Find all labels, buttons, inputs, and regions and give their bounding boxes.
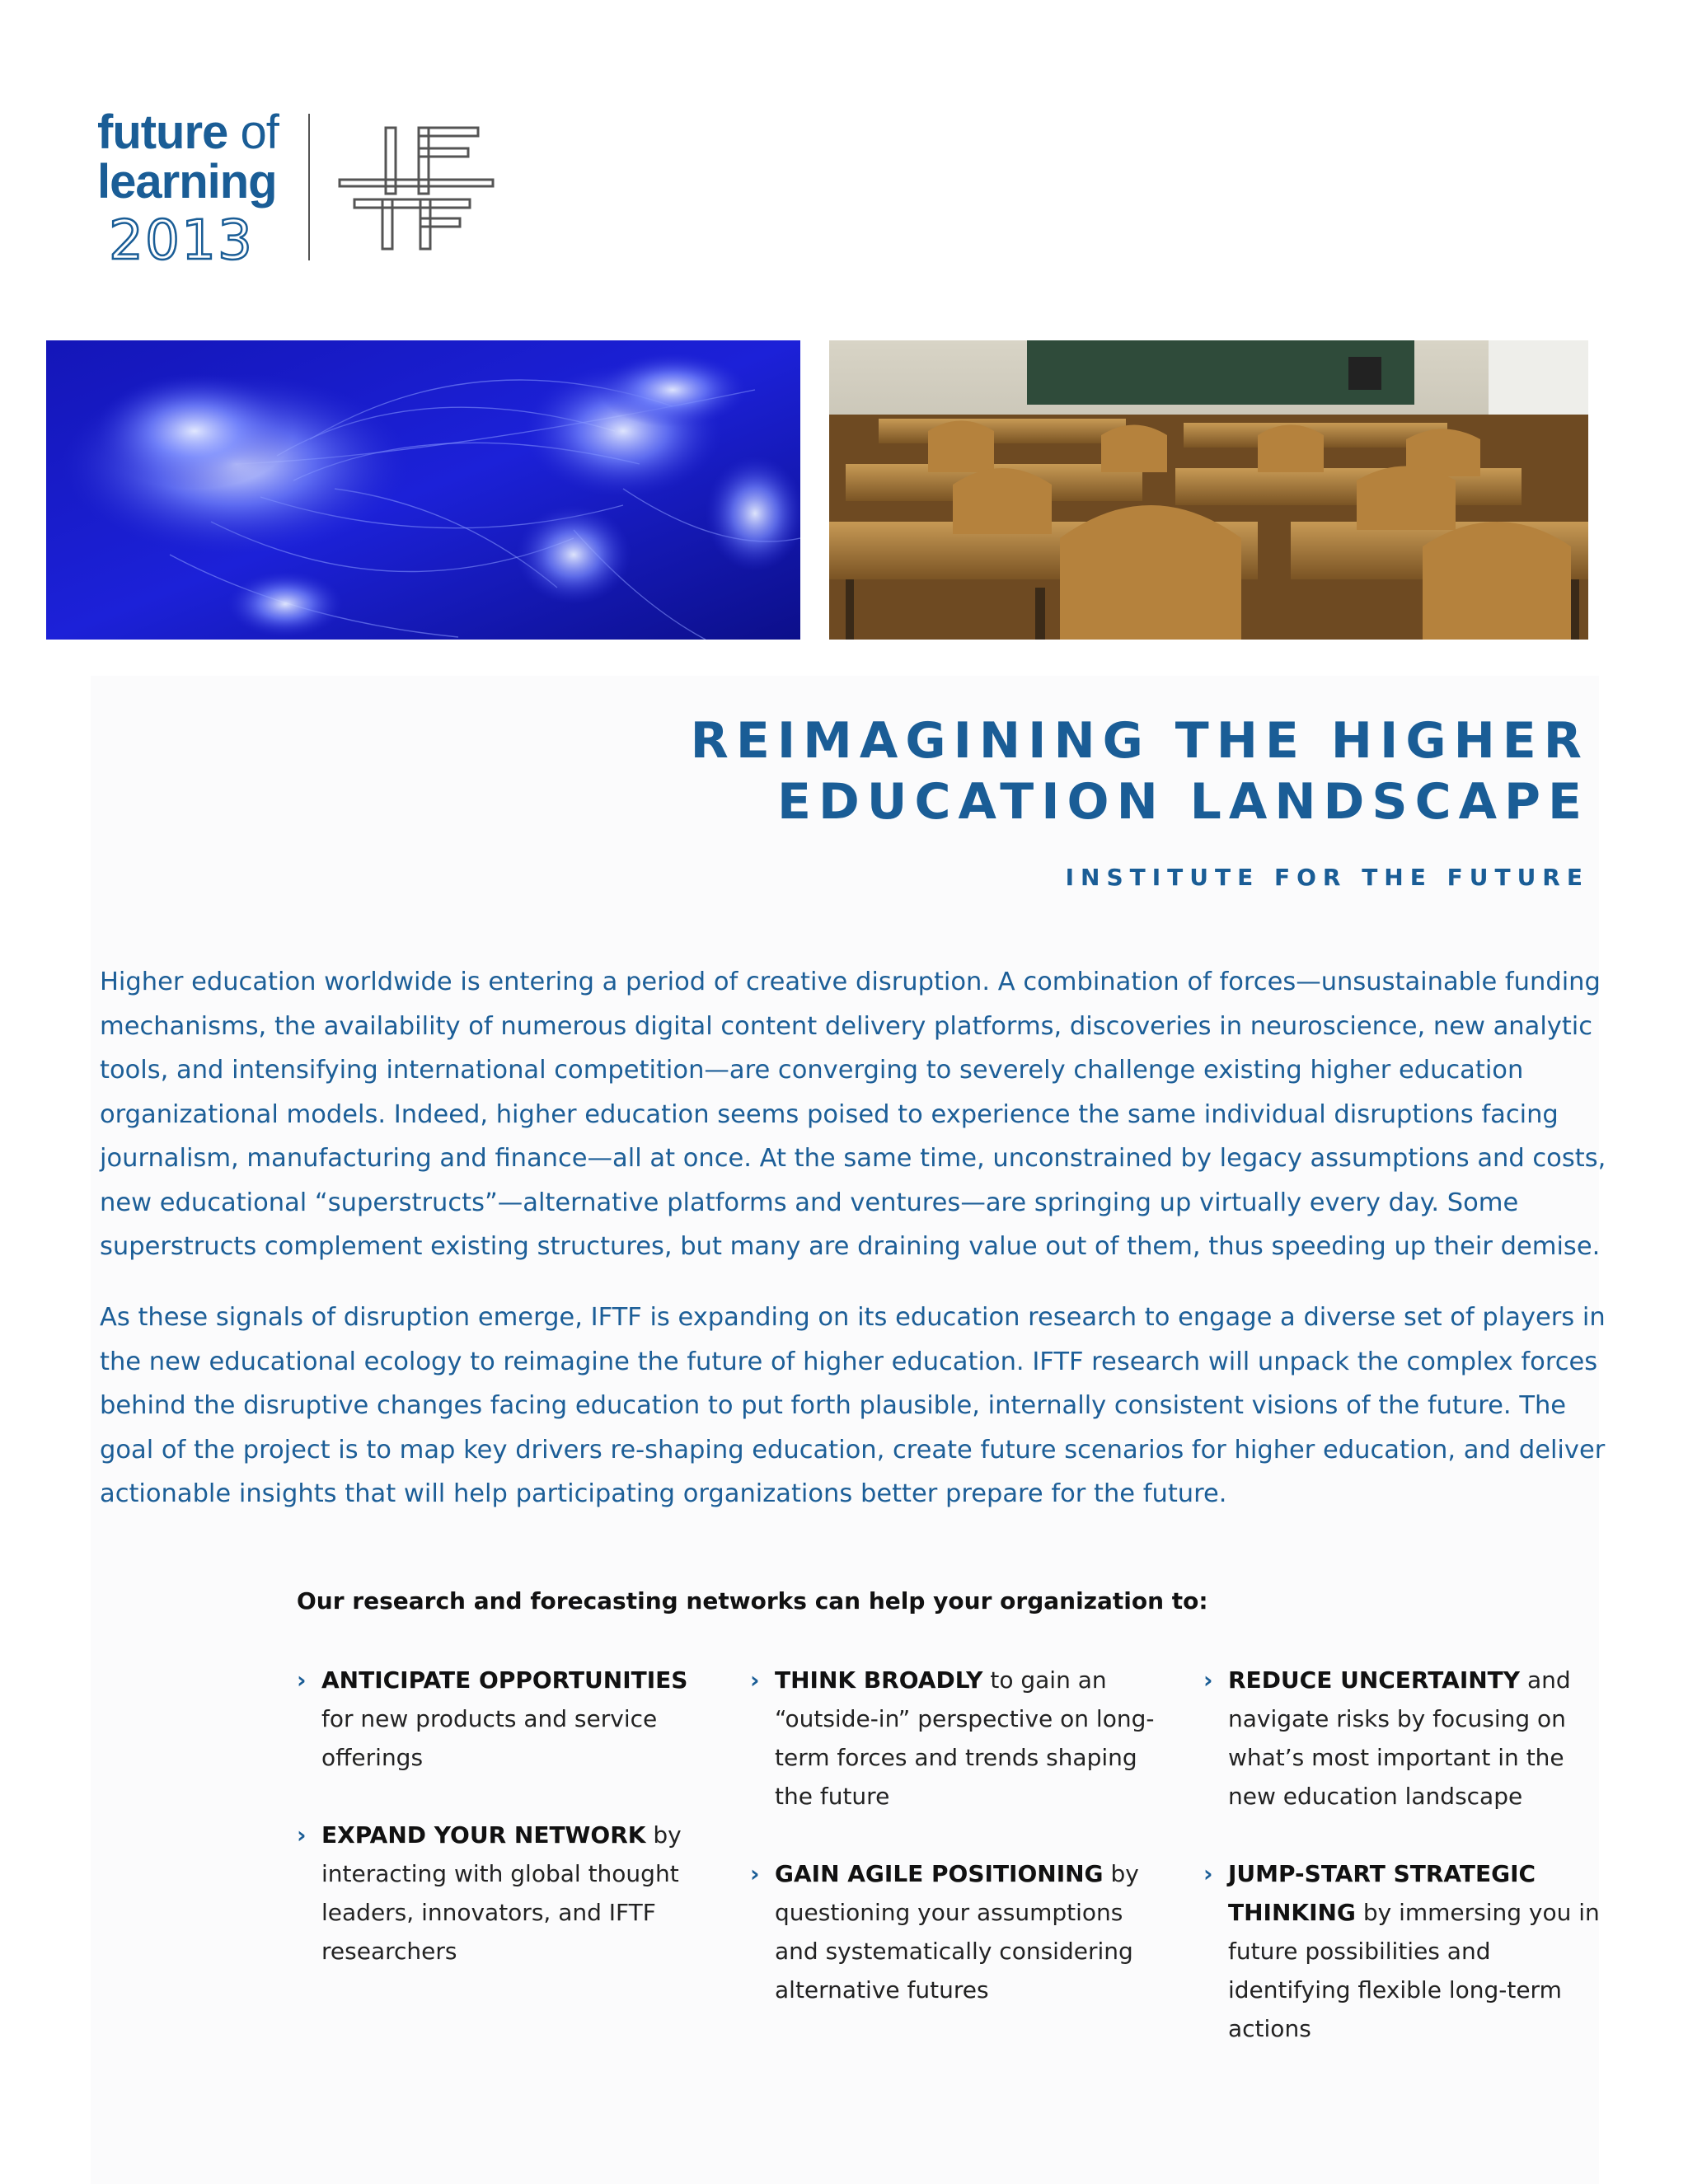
benefit-text: and navigate risks by focusing on what’s most important in the new education landscape <box>1228 1666 1571 1810</box>
benefit-think-broadly <box>750 1661 1162 1816</box>
benefits-column-3 <box>1203 1661 1615 2087</box>
benefit-heading: THINK BROADLY <box>775 1666 983 1694</box>
benefit-expand-network <box>297 1816 709 1971</box>
benefit-agile-positioning <box>750 1854 1162 2009</box>
page-title: REIMAGINING THE HIGHER EDUCATION LANDSCAPE <box>690 712 1589 831</box>
chevron-right-icon: › <box>1203 1666 1213 1694</box>
logo-line-1 <box>97 105 279 159</box>
chevron-right-icon: › <box>297 1821 307 1849</box>
benefit-heading: JUMP-START STRATEGIC THINKING <box>1228 1860 1536 1926</box>
benefit-text: to gain an “outside-in” perspective on long-term forces and trends shaping the future <box>775 1666 1155 1810</box>
benefit-heading: EXPAND YOUR NETWORK <box>321 1821 646 1849</box>
benefit-text: by interacting with global thought leaders, innovators, and IFTF researchers <box>321 1821 682 1965</box>
chevron-right-icon: › <box>1203 1860 1213 1887</box>
classroom-desks-image <box>829 340 1588 640</box>
benefits-column-1 <box>297 1661 709 2009</box>
chevron-right-icon: › <box>750 1860 760 1887</box>
benefit-text: for new products and service offerings <box>321 1705 658 1771</box>
logo-year: 2013 <box>109 209 254 272</box>
world-network-map-image <box>46 340 800 640</box>
benefit-text: by immersing you in future possibilities and identifying flexible long-term actions <box>1228 1899 1600 2042</box>
chevron-right-icon: › <box>297 1666 307 1694</box>
intro-paragraph: Higher education worldwide is entering a period of creative disruption. A combination of forces—unsustainable funding mechanisms, the availability of numerous digital content delivery platforms, discoveries in neuroscience, new analytic tools, and intensifying international competition—are converging to severely challenge existing higher education organizational models. Indeed, higher education seems poised to experience the same individual disruptions facing journalism, manufacturing and finance—all at once. At the same time, unconstrained by legacy assumptions and costs, new educational “superstructs”—alternative platforms and ventures—are springing up virtually every day. Some superstructs complement existing structures, but many are draining value out of them, thus speeding up their demise. <box>100 968 1606 1261</box>
benefit-jump-start-thinking <box>1203 1854 1615 2048</box>
logo-word-learning: learning <box>97 155 277 209</box>
logo-divider <box>308 114 310 260</box>
benefit-heading: GAIN AGILE POSITIONING <box>775 1860 1104 1887</box>
chevron-right-icon: › <box>750 1666 760 1694</box>
benefits-column-2 <box>750 1661 1162 2048</box>
benefit-reduce-uncertainty <box>1203 1661 1615 1816</box>
benefit-text: by questioning your assumptions and systematically considering alternative futures <box>775 1860 1139 2004</box>
logo-word-of: of <box>240 105 279 159</box>
benefit-anticipate-opportunities <box>297 1661 709 1777</box>
iftf-logo-icon <box>338 124 495 251</box>
benefit-heading: ANTICIPATE OPPORTUNITIES <box>321 1666 688 1694</box>
research-paragraph: As these signals of disruption emerge, IFTF is expanding on its education research to engage a diverse set of players in the new educational ecology to reimagine the future of higher education. IFTF research will unpack the complex forces behind the disruptive changes facing education to put forth plausible, internally consistent visions of the future. The goal of the project is to map key drivers re-shaping education, create future scenarios for higher education, and deliver actionable insights that will help participating organizations better prepare for the future. <box>100 1303 1606 1508</box>
benefits-intro: Our research and forecasting networks can help your organization to: <box>297 1587 1208 1615</box>
benefit-heading: REDUCE UNCERTAINTY <box>1228 1666 1521 1694</box>
logo-word-future: future <box>97 105 228 159</box>
organization-name: INSTITUTE FOR THE FUTURE <box>1065 864 1589 891</box>
